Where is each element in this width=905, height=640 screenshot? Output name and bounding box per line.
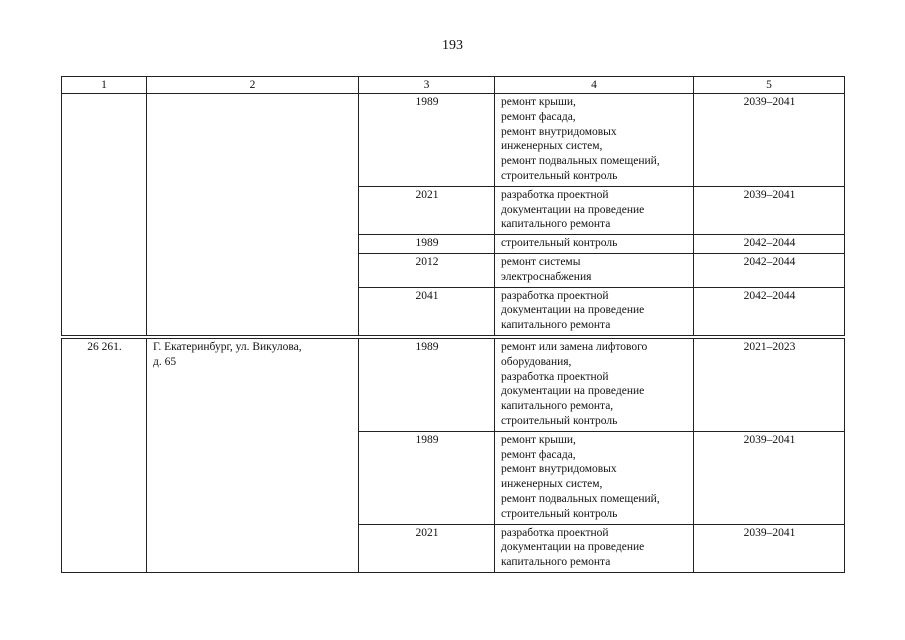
year-cell: 2041 xyxy=(359,287,495,335)
table-row xyxy=(62,94,845,187)
column-header-3: 3 xyxy=(359,77,495,94)
works-cell: разработка проектной документации на проведение капитального ремонта xyxy=(495,524,694,572)
column-header-5: 5 xyxy=(694,77,845,94)
capital-repair-table xyxy=(61,76,845,573)
year-cell: 1989 xyxy=(359,235,495,254)
year-cell: 2021 xyxy=(359,186,495,234)
works-cell: разработка проектной документации на проведение капитального ремонта xyxy=(495,287,694,335)
year-cell: 2012 xyxy=(359,253,495,287)
entry-address-cell: Г. Екатеринбург, ул. Викулова, д. 65 xyxy=(147,338,359,572)
column-header-4: 4 xyxy=(495,77,694,94)
address-cell-empty xyxy=(147,94,359,336)
year-cell: 1989 xyxy=(359,338,495,431)
period-cell: 2039–2041 xyxy=(694,524,845,572)
works-cell: ремонт крыши, ремонт фасада, ремонт внутридомовых инженерных систем, ремонт подвальных помещений, строительный контроль xyxy=(495,431,694,524)
works-cell: ремонт крыши, ремонт фасада, ремонт внутридомовых инженерных систем, ремонт подвальных помещений, строительный контроль xyxy=(495,94,694,187)
page-number: 193 xyxy=(442,38,463,53)
column-header-2: 2 xyxy=(147,77,359,94)
entry-number-cell: 26 261. xyxy=(62,338,147,572)
period-cell: 2039–2041 xyxy=(694,94,845,187)
period-cell: 2042–2044 xyxy=(694,287,845,335)
year-cell: 1989 xyxy=(359,431,495,524)
period-cell: 2021–2023 xyxy=(694,338,845,431)
period-cell: 2039–2041 xyxy=(694,431,845,524)
period-cell: 2042–2044 xyxy=(694,253,845,287)
period-cell: 2042–2044 xyxy=(694,235,845,254)
table-row xyxy=(62,338,845,431)
works-cell: строительный контроль xyxy=(495,235,694,254)
works-cell: ремонт системы электроснабжения xyxy=(495,253,694,287)
number-cell-empty xyxy=(62,94,147,336)
column-header-1: 1 xyxy=(62,77,147,94)
period-cell: 2039–2041 xyxy=(694,186,845,234)
year-cell: 2021 xyxy=(359,524,495,572)
year-cell: 1989 xyxy=(359,94,495,187)
column-number-row xyxy=(62,77,845,94)
works-cell: разработка проектной документации на проведение капитального ремонта xyxy=(495,186,694,234)
works-cell: ремонт или замена лифтового оборудования, разработка проектной документации на проведение капитального ремонта, строительный контроль xyxy=(495,338,694,431)
